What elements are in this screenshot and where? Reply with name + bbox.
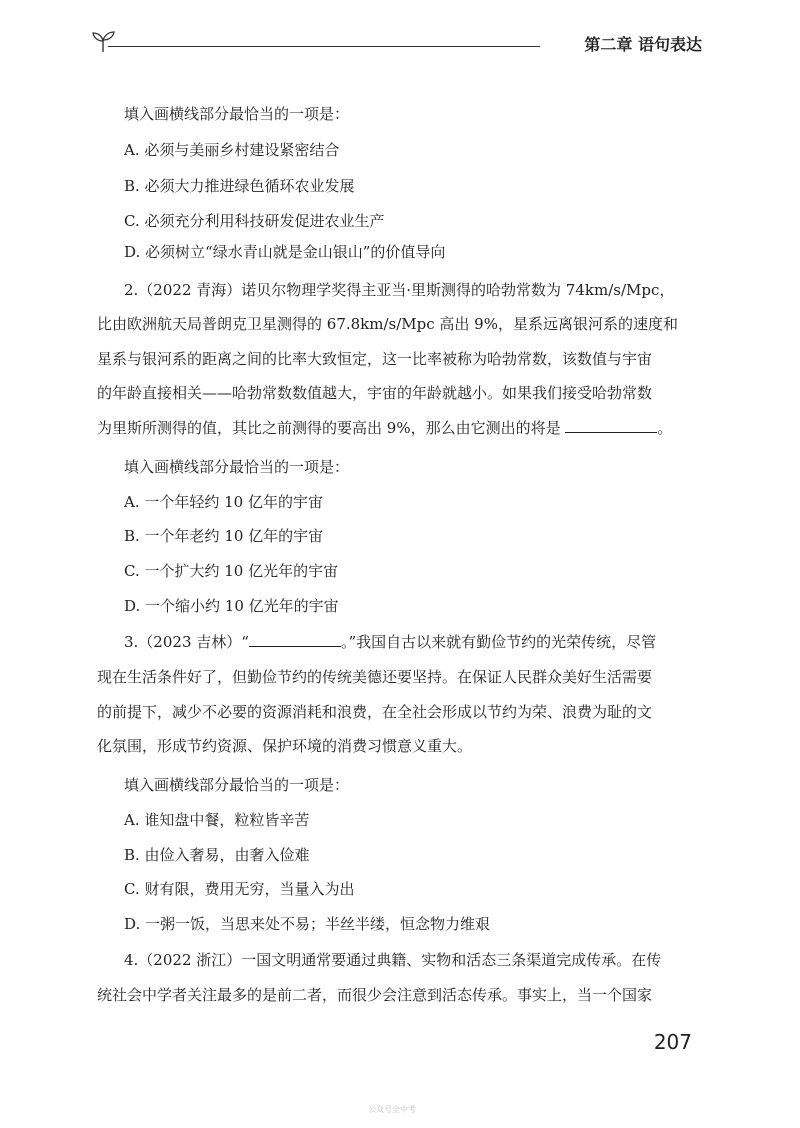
- chapter-title: 第二章 语句表达: [584, 35, 702, 54]
- text-fragment: 为里斯所测得的值，其比之前测得的要高出 9%，那么由它测出的将是: [97, 419, 561, 437]
- question-2-line: [97, 418, 672, 438]
- page-header: [90, 28, 702, 58]
- footer-watermark: 公众号全中考: [368, 1105, 416, 1114]
- question-3-line: 的前提下，减少不必要的资源消耗和浪费，在全社会形成以节约为荣、浪费为耻的文: [97, 703, 653, 721]
- page-number: 207: [653, 1030, 692, 1054]
- question-4-line: 统社会中学者关注最多的是前二者，而很少会注意到活态传承。事实上，当一个国家: [97, 986, 653, 1004]
- option-b: B. 一个年老约 10 亿年的宇宙: [124, 527, 324, 545]
- option-c: C. 财有限，费用无穷，当量入为出: [124, 880, 355, 898]
- text-fragment: 。: [657, 419, 673, 437]
- option-d: D. 一粥一饭，当思来处不易；半丝半缕，恒念物力维艰: [124, 915, 491, 933]
- answer-blank: [249, 632, 341, 647]
- header-rule: [108, 46, 540, 47]
- text-fragment: 3.（2023 吉林）“: [124, 633, 249, 651]
- sprout-icon: [90, 28, 116, 54]
- question-2-line: 的年龄直接相关——哈勃常数数值越大，宇宙的年龄就越小。如果我们接受哈勃常数: [97, 384, 653, 402]
- option-a: A. 必须与美丽乡村建设紧密结合: [124, 141, 340, 159]
- answer-blank: [565, 418, 657, 433]
- question-3-line: [124, 632, 656, 652]
- option-b: B. 由俭入奢易，由奢入俭难: [124, 846, 310, 864]
- question-4-line: 4.（2022 浙江）一国文明通常要通过典籍、实物和活态三条渠道完成传承。在传: [124, 951, 662, 969]
- option-a: A. 谁知盘中餐，粒粒皆辛苦: [124, 811, 310, 829]
- prompt-line: 填入画横线部分最恰当的一项是：: [124, 458, 350, 476]
- option-a: A. 一个年轻约 10 亿年的宇宙: [124, 493, 323, 511]
- question-2-line: 星系与银河系的距离之间的比率大致恒定，这一比率被称为哈勃常数，该数值与宇宙: [97, 350, 653, 368]
- option-d: D. 必须树立“绿水青山就是金山银山”的价值导向: [124, 243, 446, 261]
- prompt-line: 填入画横线部分最恰当的一项是：: [124, 105, 350, 123]
- prompt-line: 填入画横线部分最恰当的一项是：: [124, 776, 350, 794]
- question-2-line: 2.（2022 青海）诺贝尔物理学奖得主亚当·里斯测得的哈勃常数为 74km/s/Mpc，: [124, 281, 675, 299]
- option-b: B. 必须大力推进绿色循环农业发展: [124, 177, 355, 195]
- question-2-line: 比由欧洲航天局普朗克卫星测得的 67.8km/s/Mpc 高出 9%，星系远离银河系的速度和: [97, 315, 678, 333]
- option-d: D. 一个缩小约 10 亿光年的宇宙: [124, 597, 339, 615]
- text-fragment: 。”我国自古以来就有勤俭节约的光荣传统，尽管: [340, 633, 657, 651]
- option-c: C. 一个扩大约 10 亿光年的宇宙: [124, 562, 339, 580]
- option-c: C. 必须充分利用科技研发促进农业生产: [124, 212, 385, 230]
- question-3-line: 现在生活条件好了，但勤俭节约的传统美德还要坚持。在保证人民群众美好生活需要: [97, 668, 653, 686]
- question-3-line: 化氛围，形成节约资源、保护环境的消费习惯意义重大。: [97, 737, 473, 755]
